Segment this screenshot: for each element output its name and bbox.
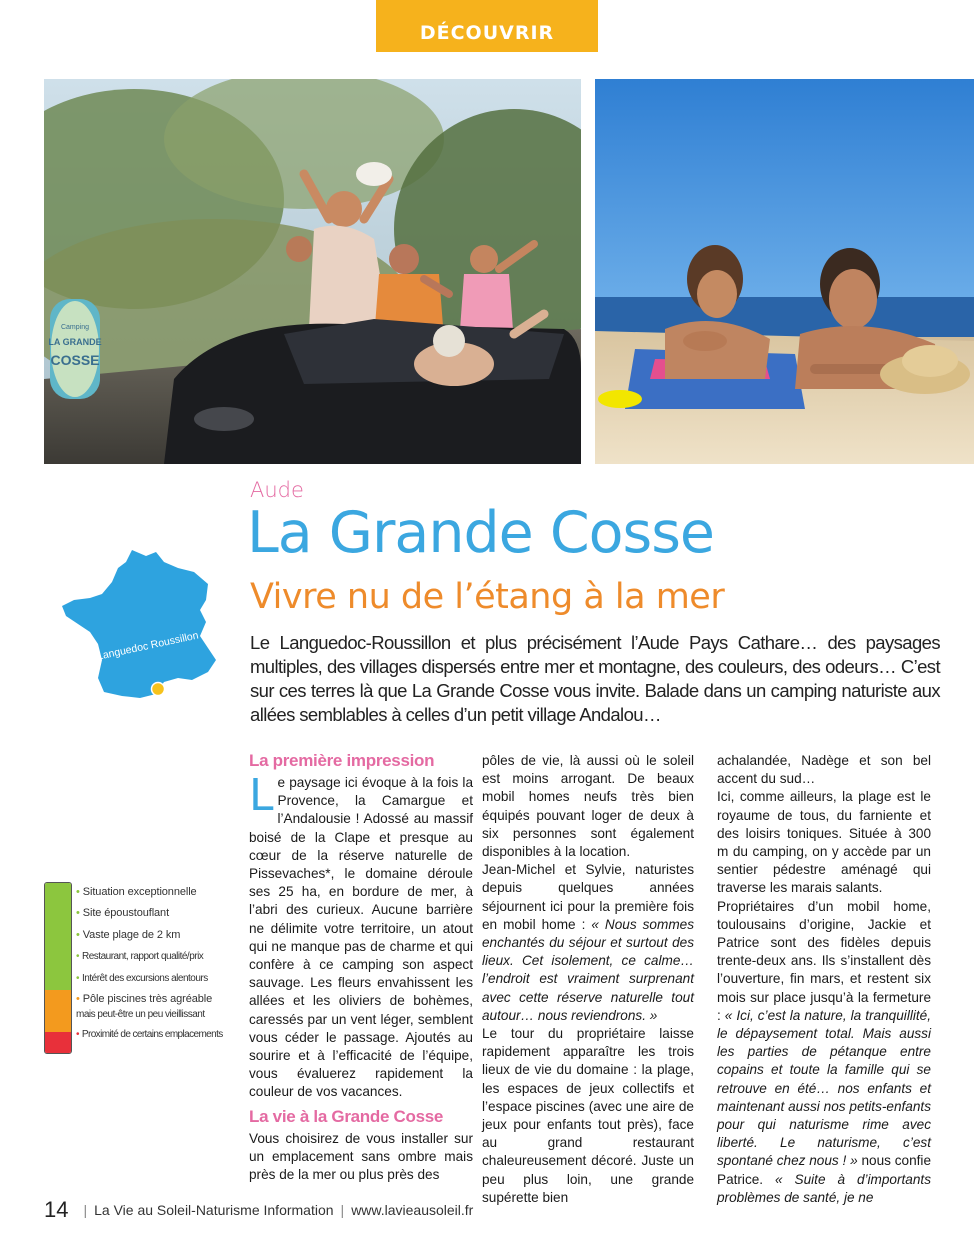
section-heading-first-impression: La première impression — [249, 751, 435, 770]
france-map-svg — [60, 548, 224, 708]
photo-beach-illustration — [595, 79, 974, 464]
rating-item: • Pôle piscines très agréable — [76, 993, 213, 1006]
rating-item: • Intérêt des excursions alentours — [76, 972, 208, 984]
website-link[interactable]: www.lavieausoleil.fr — [351, 1202, 474, 1218]
quote: « Ici, c’est la nature, la tranquillité, le dépaysement total. Mais aussi les parties de pétanque entre copains et toute la famille qui se retrouve en été… nos enfants et maintenant aussi nos petits-enfants pour qui naturisme rime avec liberté. Le naturisme, c’est spontané chez nous ! » — [717, 1007, 931, 1169]
article-column-1 — [249, 750, 473, 1184]
france-shape — [62, 550, 216, 698]
quote: « Nous sommes enchantés du séjour et surtout des lieux. Cet isolement, ce calme… l’endroit est vraiment surprenant avec cette réserve naturelle tout autour… nous reviendrons. » — [482, 916, 694, 1023]
rating-item: • Proximité de certains emplacements — [76, 1029, 223, 1041]
article-column-3 — [717, 752, 931, 1207]
article-subtitle: Vivre nu de l’étang à la mer — [250, 577, 725, 617]
paragraph: Propriétaires d’un mobil home, toulousains d’origine, Jackie et Patrice sont des fidèles depuis trente-deux ans. Ils s’installent dès l’ouverture, fin mars, et restent six mois sur place jusqu’à la fermeture : « Ici, c’est la nature, la tranquillité, le dépaysement total. Mais aussi les parties de pétanque entre copains et toute la famille qui se retrouve en été… nos enfants et maintenant aussi nos petits-enfants pour qui naturisme rime avec liberté. Le naturisme, c’est spontané chez nous ! » nous confie Patrice. « Suite à d’importants problèmes de santé, je ne — [717, 898, 931, 1205]
dropcap: L — [249, 770, 274, 821]
rating-bar-red — [45, 1032, 71, 1053]
publication-name: La Vie au Soleil-Naturisme Information — [94, 1202, 334, 1218]
sign-text-2: LA GRANDE — [48, 337, 102, 347]
paragraph: achalandée, Nadège et son bel accent du sud… — [717, 753, 931, 787]
rating-item: • Restaurant, rapport qualité/prix — [76, 951, 204, 963]
paragraph: Le tour du propriétaire laisse rapidement apparaître les trois lieux de vie du domaine : la plage, les espaces de jeux collectifs et l’espace piscines (avec une aire de jeux pour enfants tout près), face au grand restaurant chaleureusement décoré. Juste un peu plus loin, une grande supérette bien — [482, 1026, 694, 1205]
region-marker-icon — [152, 683, 165, 696]
rating-item: • Site époustouflant — [76, 907, 170, 920]
rating-color-bar — [44, 882, 72, 1054]
rating-box — [44, 882, 241, 1052]
paragraph: Le paysage ici évoque à la fois la Provence, la Camargue et l’Andalousie ! Adossé au massif boisé de la Clape et presque au cœur de la réserve naturelle de Pissevaches*, le domaine déroule ses 25 ha, en bordure de mer, à l’abri des curieux. Aucune barrière ne délimite votre territoire, un atout qui ne manque pas de charme et qui confère à ce camping son aspect sauvage. Les fleurs envahissent les allées et les oliviers de bohèmes, caressés par un vent léger, semblent vous céder le passage. Ajoutés au sourire et à l’efficacité de l’équipe, vous évaluerez rapidement la couleur de vos vacances. — [249, 770, 473, 1100]
section-heading-life: La vie à la Grande Cosse — [249, 1106, 444, 1126]
article-region: Aude — [250, 478, 304, 502]
rating-item: • Vaste plage de 2 km — [76, 928, 181, 941]
photo-convertible-car — [44, 79, 581, 464]
article-title: La Grande Cosse — [247, 500, 714, 566]
france-map — [60, 548, 224, 708]
paragraph: pôles de vie, là aussi où le soleil est moins arrogant. De beaux mobil homes neufs très bien équipés pouvant loger de deux à six personnes sont également disponibles à la location. — [482, 753, 694, 860]
rating-list — [76, 882, 246, 1045]
page-footer: 14 | La Vie au Soleil-Naturisme Information | www.lavieausoleil.fr — [44, 1197, 474, 1222]
sign-text-1: Camping — [60, 324, 90, 331]
map-region-label: Languedoc Roussillon — [96, 629, 200, 663]
paragraph: Vous choisirez de vous installer sur un emplacement sans ombre mais près de la mer ou plus près des — [249, 1130, 473, 1183]
photo-beach-couple — [595, 79, 974, 464]
paragraph: Jean-Michel et Sylvie, naturistes depuis quelques années séjournent ici pour la première fois en mobil home : « Nous sommes enchantés du séjour et surtout des lieux. Cet isolement, ce calme… l’endroit est vraiment surprenant avec cette réserve naturelle tout autour… nous reviendrons. » — [482, 862, 694, 1023]
rating-item: • Situation exceptionnelle — [76, 886, 197, 898]
photo-convertible-illustration — [44, 79, 581, 464]
article-lead: Le Languedoc-Roussillon et plus précisément l’Aude Pays Cathare… des paysages multiples, des villages dispersés entre mer et montagne, des couleurs, des odeurs… C’est sur ces terres là que La Grande Cosse vous invite. Balade dans un camping naturiste aux allées semblables à celles d’un petit village Andalou… — [250, 632, 940, 725]
quote: « Suite à d’importants problèmes de santé, je ne — [717, 1171, 931, 1205]
page-number: 14 — [44, 1197, 69, 1222]
rating-item: mais peut-être un peu vieillissant — [76, 1009, 205, 1021]
rating-bar-green — [45, 883, 71, 990]
paragraph: Ici, comme ailleurs, la plage est le royaume de tous, du farniente et des loisirs toniques. Située à 300 m du camping, on y accède par un sentier pédestre aménagé qui traverse les marais salants. — [717, 789, 931, 896]
rating-bar-orange — [45, 990, 71, 1032]
section-tab-label: DÉCOUVRIR — [419, 22, 555, 44]
article-column-2 — [482, 752, 694, 1207]
section-tab — [376, 0, 598, 52]
sign-text-3: COSSE — [50, 352, 100, 368]
